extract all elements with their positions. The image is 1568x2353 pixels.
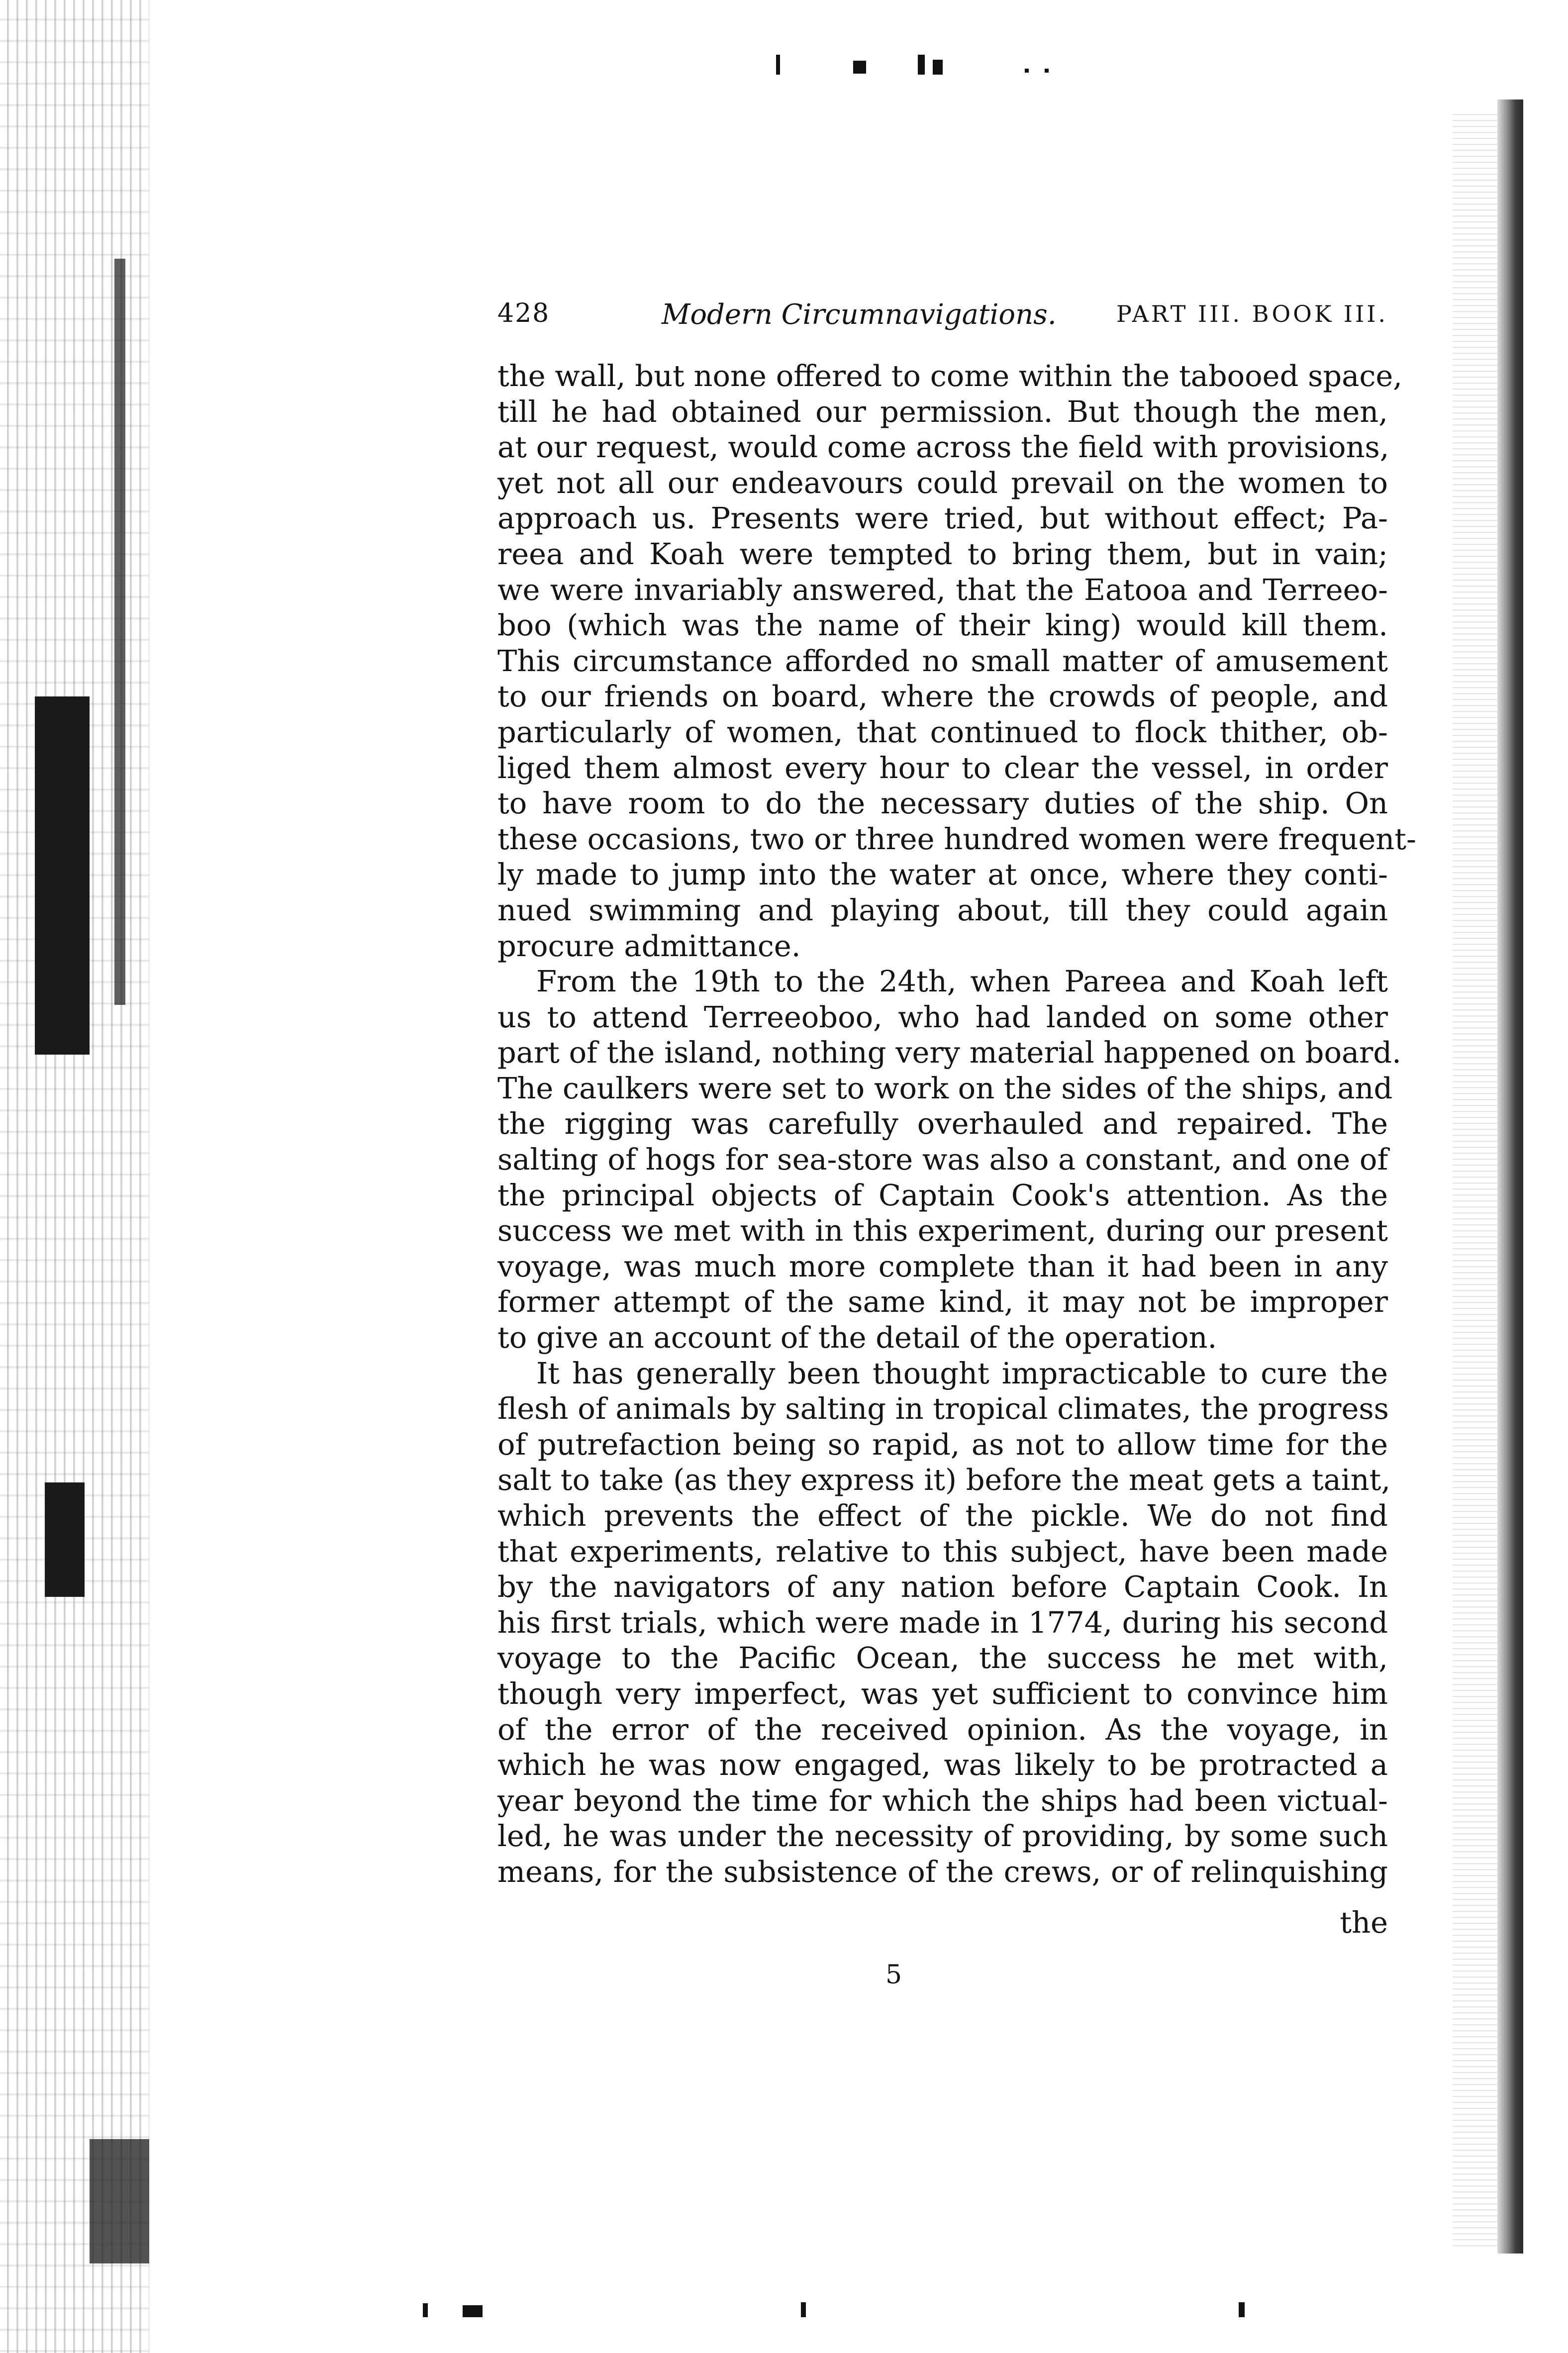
- text-line: the principal objects of Captain Cook's attention. As the: [497, 1177, 1388, 1212]
- text-line: ly made to jump into the water at once, where they conti-: [497, 857, 1388, 892]
- text-line: by the navigators of any nation before Captain Cook. In: [497, 1569, 1388, 1604]
- text-line: which he was now engaged, was likely to be protracted a: [497, 1748, 1388, 1782]
- text-line: led, he was under the necessity of providing, by some such: [497, 1819, 1388, 1854]
- scan-right-edge: [1497, 99, 1523, 2254]
- text-line: us to attend Terreeoboo, who had landed on some other: [497, 999, 1388, 1034]
- text-line: till he had obtained our permission. But though the men,: [497, 394, 1388, 429]
- running-header: [497, 298, 1388, 333]
- text-line: though very imperfect, was yet sufficient to convince him: [497, 1676, 1388, 1711]
- running-title: Modern Circumnavigations.: [662, 298, 1057, 331]
- text-line: part of the island, nothing very material happened on board.: [497, 1035, 1401, 1070]
- text-line: voyage, was much more complete than it had been in any: [497, 1249, 1388, 1283]
- scan-dark-band: [114, 259, 125, 1005]
- scan-right-speckle: [1453, 109, 1497, 2249]
- text-line: of putrefaction being so rapid, as not to allow time for the: [497, 1427, 1388, 1462]
- text-line: particularly of women, that continued to flock thither, ob-: [497, 714, 1388, 749]
- scan-dark-band: [45, 1482, 85, 1597]
- text-line: his first trials, which were made in 1774, during his second: [497, 1605, 1388, 1640]
- text-line: success we met with in this experiment, during our present: [497, 1213, 1388, 1248]
- text-line: to our friends on board, where the crowds of people, and: [497, 679, 1388, 714]
- text-line: the wall, but none offered to come within the tabooed space,: [497, 359, 1403, 393]
- text-line: reea and Koah were tempted to bring them, but in vain;: [497, 536, 1388, 571]
- text-line: which prevents the effect of the pickle. We do not find: [497, 1498, 1388, 1533]
- text-line: means, for the subsistence of the crews, or of relinquishing: [497, 1854, 1388, 1889]
- scan-bottom-marks: [423, 2298, 1269, 2318]
- text-line: The caulkers were set to work on the sides of the ships, and: [497, 1071, 1393, 1105]
- text-line: procure admittance.: [497, 928, 801, 963]
- text-line: these occasions, two or three hundred women were frequent-: [497, 821, 1416, 856]
- scan-dark-band: [90, 2139, 149, 2263]
- text-line: boo (which was the name of their king) would kill them.: [497, 608, 1388, 643]
- catchword: the: [1340, 1905, 1388, 1940]
- body-text: [497, 358, 1416, 1890]
- scan-dark-band: [35, 696, 90, 1055]
- text-line: nued swimming and playing about, till they could again: [497, 892, 1388, 927]
- text-line: at our request, would come across the field with provisions,: [497, 430, 1389, 465]
- text-line: of the error of the received opinion. As the voyage, in: [497, 1712, 1388, 1747]
- part-book-label: PART III. BOOK III.: [1116, 300, 1388, 327]
- text-line: yet not all our endeavours could prevail on the women to: [497, 465, 1388, 500]
- text-line: This circumstance afforded no small matter of amusement: [497, 643, 1388, 678]
- text-line: liged them almost every hour to clear the vessel, in order: [497, 750, 1388, 785]
- text-line: year beyond the time for which the ships had been victual-: [497, 1783, 1388, 1818]
- text-line: we were invariably answered, that the Eatooa and Terreeo-: [497, 572, 1388, 607]
- text-line: the rigging was carefully overhauled and repaired. The: [497, 1106, 1388, 1141]
- text-line: flesh of animals by salting in tropical climates, the progress: [497, 1391, 1389, 1426]
- text-line: From the 19th to the 24th, when Pareea and Koah left: [536, 964, 1388, 999]
- scan-top-marks: [746, 55, 1144, 75]
- text-line: to have room to do the necessary duties of the ship. On: [497, 786, 1388, 821]
- text-line: to give an account of the detail of the operation.: [497, 1320, 1217, 1355]
- text-line: voyage to the Pacific Ocean, the success he met with,: [497, 1641, 1388, 1675]
- text-line: salt to take (as they express it) before the meat gets a taint,: [497, 1463, 1391, 1497]
- text-line: approach us. Presents were tried, but without effect; Pa-: [497, 501, 1388, 536]
- text-line: that experiments, relative to this subject, have been made: [497, 1534, 1388, 1569]
- text-line: salting of hogs for sea-store was also a constant, and one of: [497, 1142, 1388, 1177]
- signature-mark: 5: [885, 1960, 902, 1990]
- text-line: former attempt of the same kind, it may not be improper: [497, 1284, 1388, 1319]
- text-line: It has generally been thought impracticable to cure the: [536, 1356, 1388, 1390]
- scan-left-edge: [0, 0, 149, 2353]
- page-number: 428: [497, 298, 550, 328]
